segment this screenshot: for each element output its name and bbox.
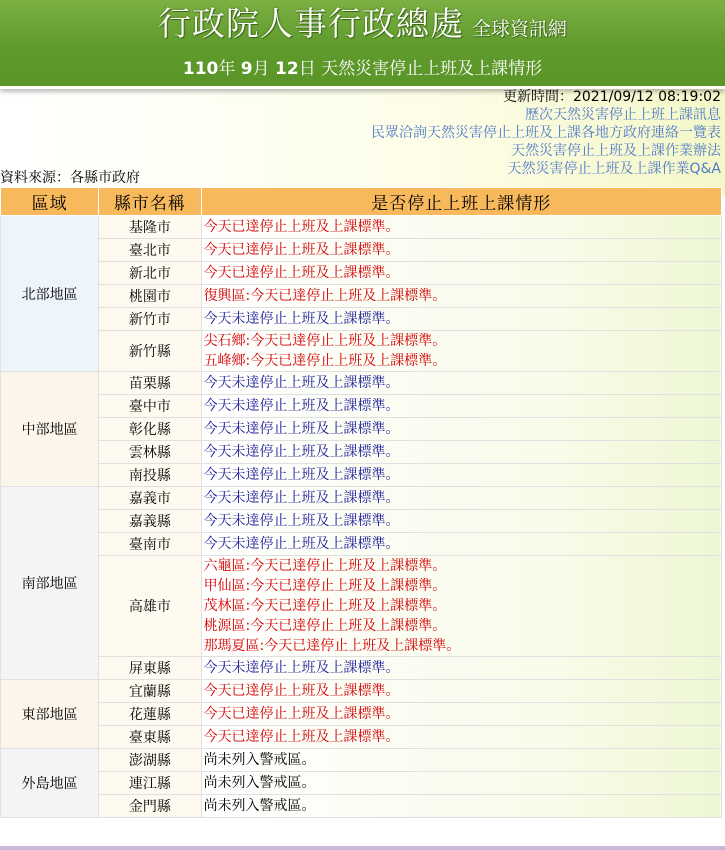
table-row bbox=[1, 239, 722, 262]
table-row bbox=[1, 749, 722, 772]
city-cell: 嘉義縣 bbox=[99, 510, 201, 533]
status-line: 今天未達停止上班及上課標準。 bbox=[203, 467, 400, 483]
status-line: 今天未達停止上班及上課標準。 bbox=[203, 513, 400, 529]
status-line: 尚未列入警戒區。 bbox=[203, 798, 316, 814]
status-line: 今天未達停止上班及上課標準。 bbox=[203, 421, 400, 437]
city-cell: 臺東縣 bbox=[99, 726, 201, 749]
date-year-number: 110 bbox=[182, 59, 219, 79]
table-row bbox=[1, 657, 722, 680]
status-cell bbox=[201, 285, 721, 308]
table-body bbox=[1, 216, 722, 818]
status-cell bbox=[201, 772, 721, 795]
table-row bbox=[1, 795, 722, 818]
table-row bbox=[1, 331, 722, 372]
city-cell: 臺南市 bbox=[99, 533, 201, 556]
city-cell: 雲林縣 bbox=[99, 441, 201, 464]
status-line: 今天已達停止上班及上課標準。 bbox=[203, 219, 400, 235]
city-cell: 嘉義市 bbox=[99, 487, 201, 510]
status-line: 尚未列入警戒區。 bbox=[203, 752, 316, 768]
table-row bbox=[1, 772, 722, 795]
table-row bbox=[1, 703, 722, 726]
status-cell bbox=[201, 795, 721, 818]
region-cell: 東部地區 bbox=[1, 680, 99, 749]
status-line: 今天已達停止上班及上課標準。 bbox=[203, 242, 400, 258]
city-cell: 花蓮縣 bbox=[99, 703, 201, 726]
table-row bbox=[1, 533, 722, 556]
region-cell: 南部地區 bbox=[1, 487, 99, 680]
status-cell bbox=[201, 262, 721, 285]
table-row bbox=[1, 726, 722, 749]
table-row bbox=[1, 285, 722, 308]
status-cell bbox=[201, 239, 721, 262]
status-line: 今天未達停止上班及上課標準。 bbox=[203, 660, 400, 676]
status-line: 尚未列入警戒區。 bbox=[203, 775, 316, 791]
status-cell bbox=[201, 510, 721, 533]
status-cell bbox=[201, 703, 721, 726]
date-month-label: 月 bbox=[252, 59, 270, 79]
city-cell: 連江縣 bbox=[99, 772, 201, 795]
city-cell: 高雄市 bbox=[99, 556, 201, 657]
footer-bar bbox=[0, 846, 725, 850]
status-cell bbox=[201, 395, 721, 418]
status-line: 今天已達停止上班及上課標準。 bbox=[203, 683, 400, 699]
data-source: 資料來源：各縣市政府 bbox=[0, 170, 140, 186]
status-table bbox=[0, 187, 722, 818]
table-row bbox=[1, 441, 722, 464]
city-cell: 屏東縣 bbox=[99, 657, 201, 680]
header-title-row bbox=[0, 0, 725, 45]
status-line: 那瑪夏區:今天已達停止上班及上課標準。 bbox=[203, 638, 461, 654]
status-cell bbox=[201, 657, 721, 680]
status-cell bbox=[201, 308, 721, 331]
history-link[interactable]: 歷次天然災害停止上班上課訊息 bbox=[525, 107, 721, 123]
status-line: 甲仙區:今天已達停止上班及上課標準。 bbox=[203, 578, 447, 594]
date-month-number: 9 bbox=[240, 59, 253, 79]
column-header-region: 區域 bbox=[1, 188, 99, 216]
date-year-label: 年 bbox=[218, 59, 236, 79]
column-header-city: 縣市名稱 bbox=[99, 188, 201, 216]
status-line: 今天已達停止上班及上課標準。 bbox=[203, 729, 400, 745]
status-line: 今天已達停止上班及上課標準。 bbox=[203, 706, 400, 722]
update-time: 更新時間：2021/09/12 08:19:02 bbox=[502, 89, 721, 105]
table-row bbox=[1, 418, 722, 441]
status-cell bbox=[201, 372, 721, 395]
region-cell: 中部地區 bbox=[1, 372, 99, 487]
city-cell: 新竹縣 bbox=[99, 331, 201, 372]
status-cell bbox=[201, 487, 721, 510]
status-cell bbox=[201, 749, 721, 772]
table-row bbox=[1, 680, 722, 703]
city-cell: 新北市 bbox=[99, 262, 201, 285]
city-cell: 新竹市 bbox=[99, 308, 201, 331]
contact-list-link[interactable]: 民眾洽詢天然災害停止上班及上課各地方政府連絡一覽表 bbox=[371, 125, 721, 141]
table-row bbox=[1, 487, 722, 510]
status-cell bbox=[201, 464, 721, 487]
page-heading bbox=[0, 54, 725, 79]
status-cell bbox=[201, 726, 721, 749]
heading-description: 天然災害停止上班及上課情形 bbox=[321, 59, 543, 79]
city-cell: 基隆市 bbox=[99, 216, 201, 239]
status-line: 六龜區:今天已達停止上班及上課標準。 bbox=[203, 558, 447, 574]
city-cell: 苗栗縣 bbox=[99, 372, 201, 395]
faq-link[interactable]: 天然災害停止上班及上課作業Q&A bbox=[507, 161, 721, 177]
table-row bbox=[1, 262, 722, 285]
city-cell: 金門縣 bbox=[99, 795, 201, 818]
city-cell: 臺北市 bbox=[99, 239, 201, 262]
status-line: 今天未達停止上班及上課標準。 bbox=[203, 490, 400, 506]
status-line: 今天未達停止上班及上課標準。 bbox=[203, 398, 400, 414]
table-row bbox=[1, 510, 722, 533]
regulation-link[interactable]: 天然災害停止上班及上課作業辦法 bbox=[511, 143, 721, 159]
status-cell bbox=[201, 533, 721, 556]
date-day-number: 12 bbox=[275, 59, 299, 79]
status-line: 五峰鄉:今天已達停止上班及上課標準。 bbox=[203, 353, 447, 369]
table-row bbox=[1, 464, 722, 487]
status-cell bbox=[201, 331, 721, 372]
city-cell: 彰化縣 bbox=[99, 418, 201, 441]
table-row bbox=[1, 395, 722, 418]
status-cell bbox=[201, 441, 721, 464]
status-cell bbox=[201, 680, 721, 703]
status-line: 今天未達停止上班及上課標準。 bbox=[203, 536, 400, 552]
status-line: 今天已達停止上班及上課標準。 bbox=[203, 265, 400, 281]
date-day-label: 日 bbox=[298, 59, 316, 79]
status-line: 今天未達停止上班及上課標準。 bbox=[203, 444, 400, 460]
city-cell: 澎湖縣 bbox=[99, 749, 201, 772]
status-line: 尖石鄉:今天已達停止上班及上課標準。 bbox=[203, 333, 447, 349]
status-line: 茂林區:今天已達停止上班及上課標準。 bbox=[203, 598, 447, 614]
status-cell bbox=[201, 216, 721, 239]
site-header bbox=[0, 0, 725, 89]
city-cell: 南投縣 bbox=[99, 464, 201, 487]
status-line: 復興區:今天已達停止上班及上課標準。 bbox=[203, 288, 447, 304]
status-line: 今天未達停止上班及上課標準。 bbox=[203, 375, 400, 391]
table-row bbox=[1, 556, 722, 657]
region-cell: 外島地區 bbox=[1, 749, 99, 818]
status-cell bbox=[201, 418, 721, 441]
site-title[interactable]: 行政院人事行政總處 bbox=[157, 4, 464, 43]
city-cell: 臺中市 bbox=[99, 395, 201, 418]
status-line: 今天未達停止上班及上課標準。 bbox=[203, 311, 400, 327]
column-header-status: 是否停止上班上課情形 bbox=[201, 188, 721, 216]
table-row bbox=[1, 372, 722, 395]
site-subtitle[interactable]: 全球資訊網 bbox=[471, 18, 567, 40]
region-cell: 北部地區 bbox=[1, 216, 99, 372]
city-cell: 宜蘭縣 bbox=[99, 680, 201, 703]
status-line: 桃源區:今天已達停止上班及上課標準。 bbox=[203, 618, 447, 634]
city-cell: 桃園市 bbox=[99, 285, 201, 308]
table-header-row bbox=[1, 188, 722, 216]
info-panel bbox=[371, 88, 721, 178]
table-row bbox=[1, 216, 722, 239]
status-cell bbox=[201, 556, 721, 657]
table-row bbox=[1, 308, 722, 331]
